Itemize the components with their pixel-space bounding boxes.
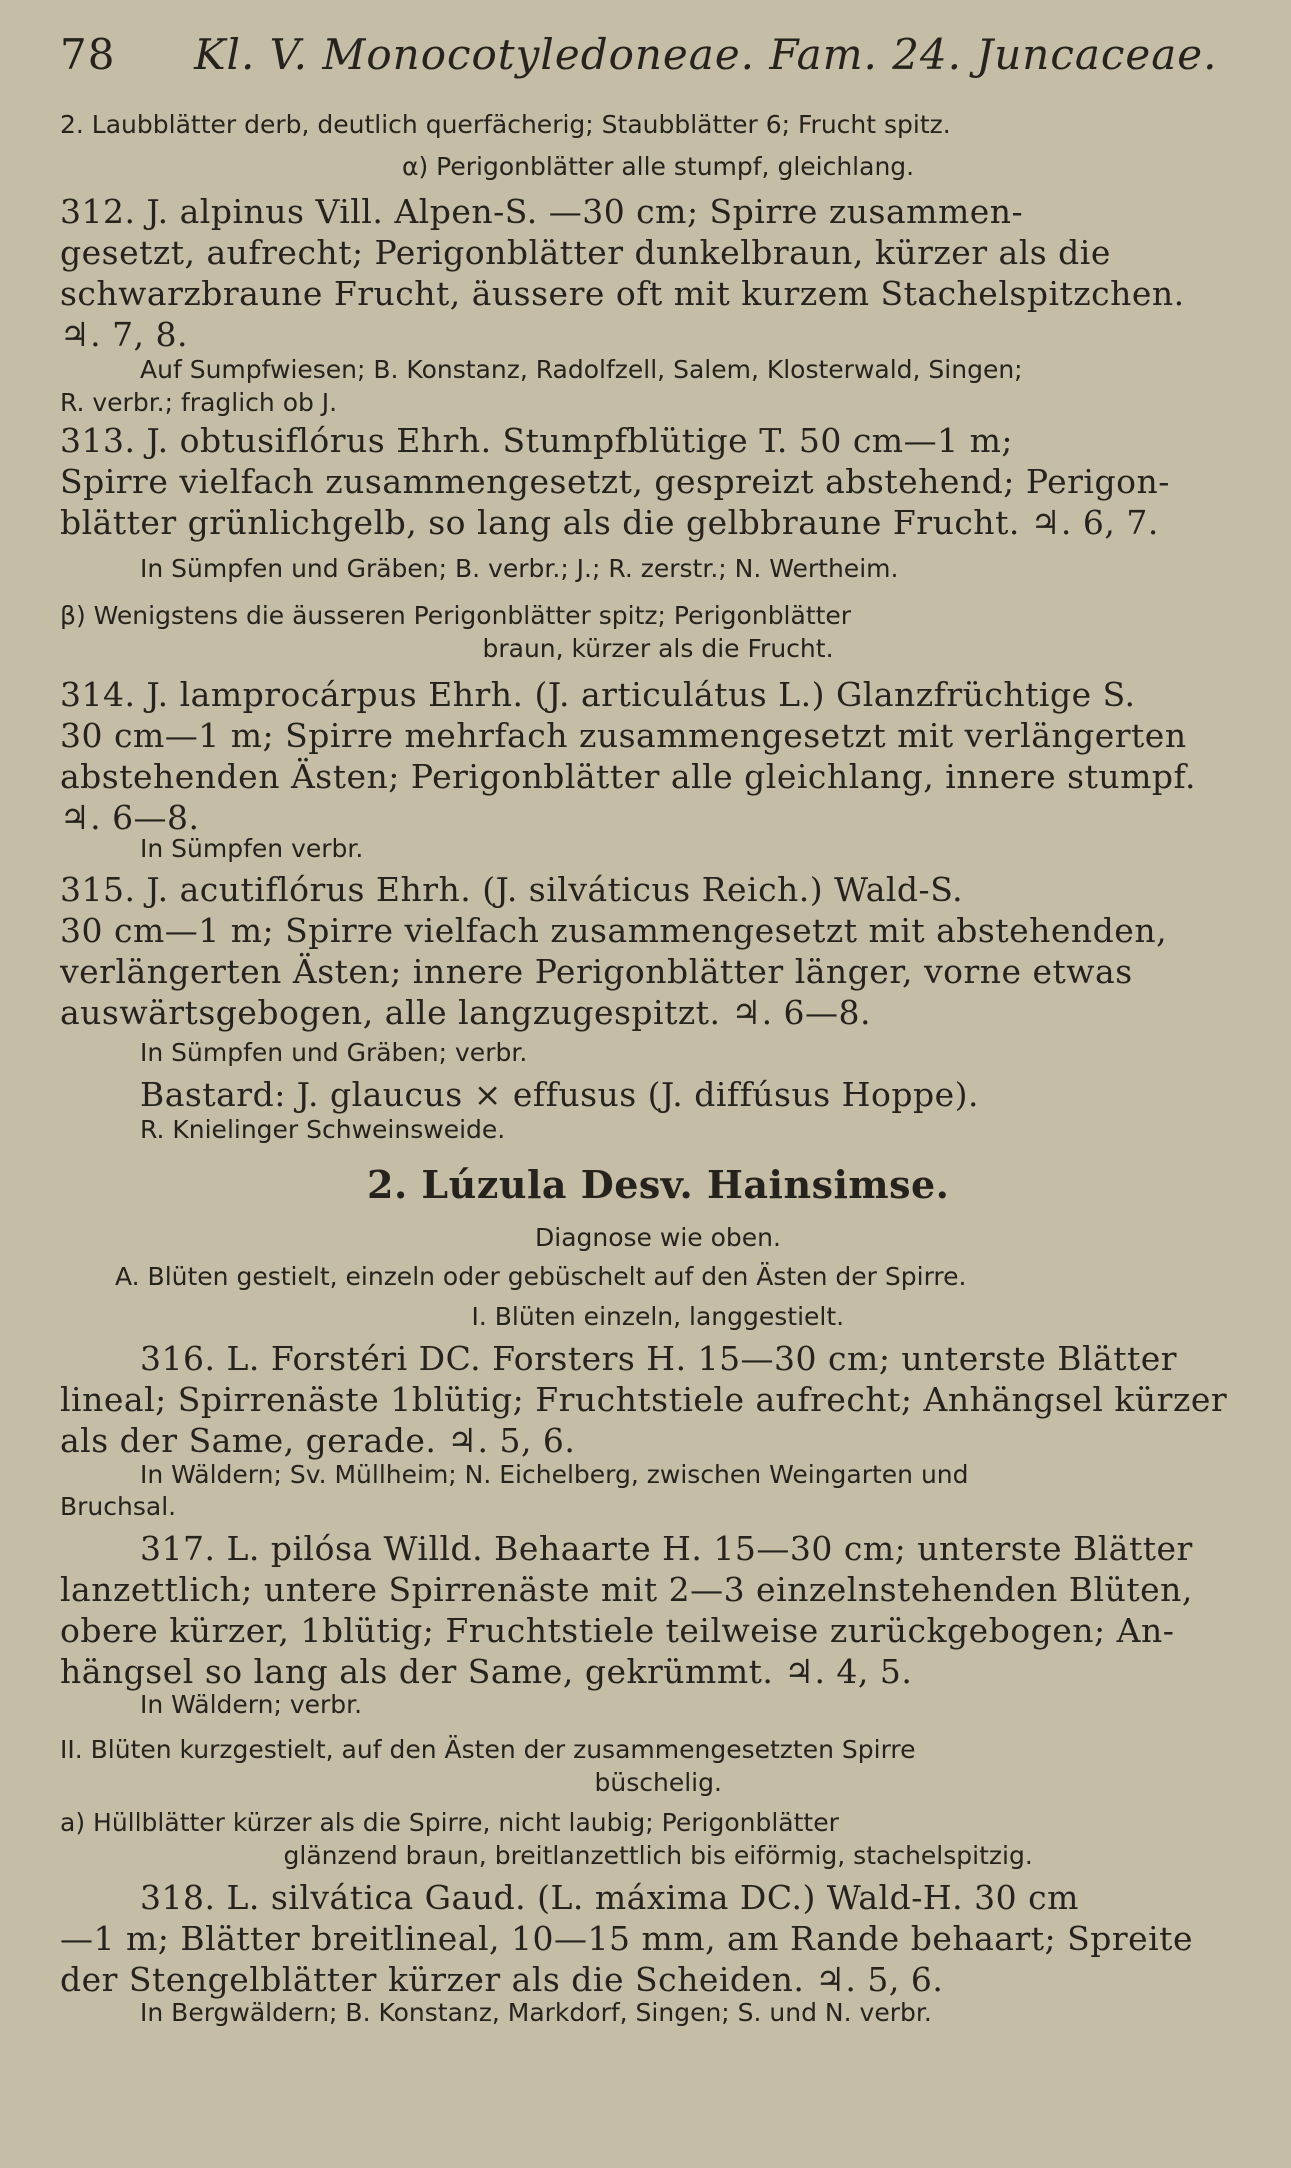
text-line: Bastard: J. glaucus × effusus (J. diffúsus Hoppe). (140, 1075, 979, 1114)
text-line: der Stengelblätter kürzer als die Scheiden. ♃. 5, 6. (60, 1960, 944, 1999)
text-line: 317. L. pilósa Willd. Behaarte H. 15—30 cm; unterste Blätter (140, 1529, 1193, 1568)
text-line: Spirre vielfach zusammengesetzt, gespreizt abstehend; Perigon- (60, 462, 1170, 501)
text-line: 30 cm—1 m; Spirre mehrfach zusammengesetzt mit verlängerten (60, 716, 1187, 755)
text-line: In Sümpfen und Gräben; B. verbr.; J.; R. zerstr.; N. Wertheim. (140, 554, 899, 583)
text-line: verlängerten Ästen; innere Perigonblätter länger, vorne etwas (60, 952, 1133, 991)
text-line: Diagnose wie oben. (535, 1223, 781, 1252)
text-line: In Bergwäldern; B. Konstanz, Markdorf, Singen; S. und N. verbr. (140, 1998, 932, 2027)
text-line: Auf Sumpfwiesen; B. Konstanz, Radolfzell, Salem, Klosterwald, Singen; (140, 355, 1023, 384)
text-line: β) Wenigstens die äusseren Perigonblätter spitz; Perigonblätter (60, 601, 852, 630)
text-line: schwarzbraune Frucht, äussere oft mit kurzem Stachelspitzchen. (60, 274, 1185, 313)
text-line: gesetzt, aufrecht; Perigonblätter dunkelbraun, kürzer als die (60, 233, 1111, 272)
text-line: 315. J. acutiflórus Ehrh. (J. silváticus Reich.) Wald-S. (60, 870, 964, 909)
text-line: abstehenden Ästen; Perigonblätter alle gleichlang, innere stumpf. (60, 757, 1197, 796)
text-line: In Sümpfen verbr. (140, 834, 364, 863)
text-line: lanzettlich; untere Spirrenäste mit 2—3 einzelnstehenden Blüten, (60, 1570, 1193, 1609)
text-line: 2. Lúzula Desv. Hainsimse. (367, 1162, 950, 1207)
text-line: I. Blüten einzeln, langgestielt. (471, 1302, 845, 1331)
text-line: —1 m; Blätter breitlineal, 10—15 mm, am Rande behaart; Spreite (60, 1919, 1193, 1958)
text-line: auswärtsgebogen, alle langzugespitzt. ♃. 6—8. (60, 993, 872, 1032)
text-line: glänzend braun, breitlanzettlich bis eiförmig, stachelspitzig. (283, 1841, 1033, 1870)
text-line: In Wäldern; verbr. (140, 1690, 363, 1719)
text-line: 314. J. lamprocárpus Ehrh. (J. articulátus L.) Glanzfrüchtige S. (60, 675, 1136, 714)
text-line: braun, kürzer als die Frucht. (482, 634, 834, 663)
text-line: 316. L. Forstéri DC. Forsters H. 15—30 cm; unterste Blätter (140, 1339, 1178, 1378)
page-number: 78 (60, 30, 116, 79)
text-line: 30 cm—1 m; Spirre vielfach zusammengesetzt mit abstehenden, (60, 911, 1168, 950)
text-line: obere kürzer, 1blütig; Fruchtstiele teilweise zurückgebogen; An- (60, 1611, 1175, 1650)
text-line: lineal; Spirrenäste 1blütig; Fruchtstiele aufrecht; Anhängsel kürzer (60, 1380, 1228, 1419)
text-line: R. Knielinger Schweinsweide. (140, 1115, 506, 1144)
text-line: II. Blüten kurzgestielt, auf den Ästen der zusammengesetzten Spirre (60, 1735, 916, 1764)
text-line: ♃. 7, 8. (60, 315, 189, 354)
text-line: Bruchsal. (60, 1492, 177, 1521)
text-line: 2. Laubblätter derb, deutlich querfächerig; Staubblätter 6; Frucht spitz. (60, 110, 951, 139)
running-title: Kl. V. Monocotyledoneae. Fam. 24. Juncaceae. (194, 30, 1218, 79)
text-line: blätter grünlichgelb, so lang als die gelbbraune Frucht. ♃. 6, 7. (60, 503, 1159, 542)
text-line: als der Same, gerade. ♃. 5, 6. (60, 1421, 576, 1460)
text-line: R. verbr.; fraglich ob J. (60, 388, 338, 417)
text-line: In Sümpfen und Gräben; verbr. (140, 1038, 528, 1067)
text-line: ♃. 6—8. (60, 798, 200, 837)
text-line: 313. J. obtusiflórus Ehrh. Stumpfblütige T. 50 cm—1 m; (60, 421, 1013, 460)
text-line: hängsel so lang als der Same, gekrümmt. ♃. 4, 5. (60, 1652, 913, 1691)
text-line: α) Perigonblätter alle stumpf, gleichlang. (402, 152, 915, 181)
text-line: In Wäldern; Sv. Müllheim; N. Eichelberg, zwischen Weingarten und (140, 1460, 969, 1489)
text-line: a) Hüllblätter kürzer als die Spirre, nicht laubig; Perigonblätter (60, 1808, 839, 1837)
text-line: 312. J. alpinus Vill. Alpen-S. —30 cm; Spirre zusammen- (60, 192, 1024, 231)
text-line: 318. L. silvática Gaud. (L. máxima DC.) Wald-H. 30 cm (140, 1878, 1079, 1917)
text-line: A. Blüten gestielt, einzeln oder gebüschelt auf den Ästen der Spirre. (115, 1262, 967, 1291)
running-header (60, 30, 1256, 79)
text-line: büschelig. (594, 1768, 722, 1797)
